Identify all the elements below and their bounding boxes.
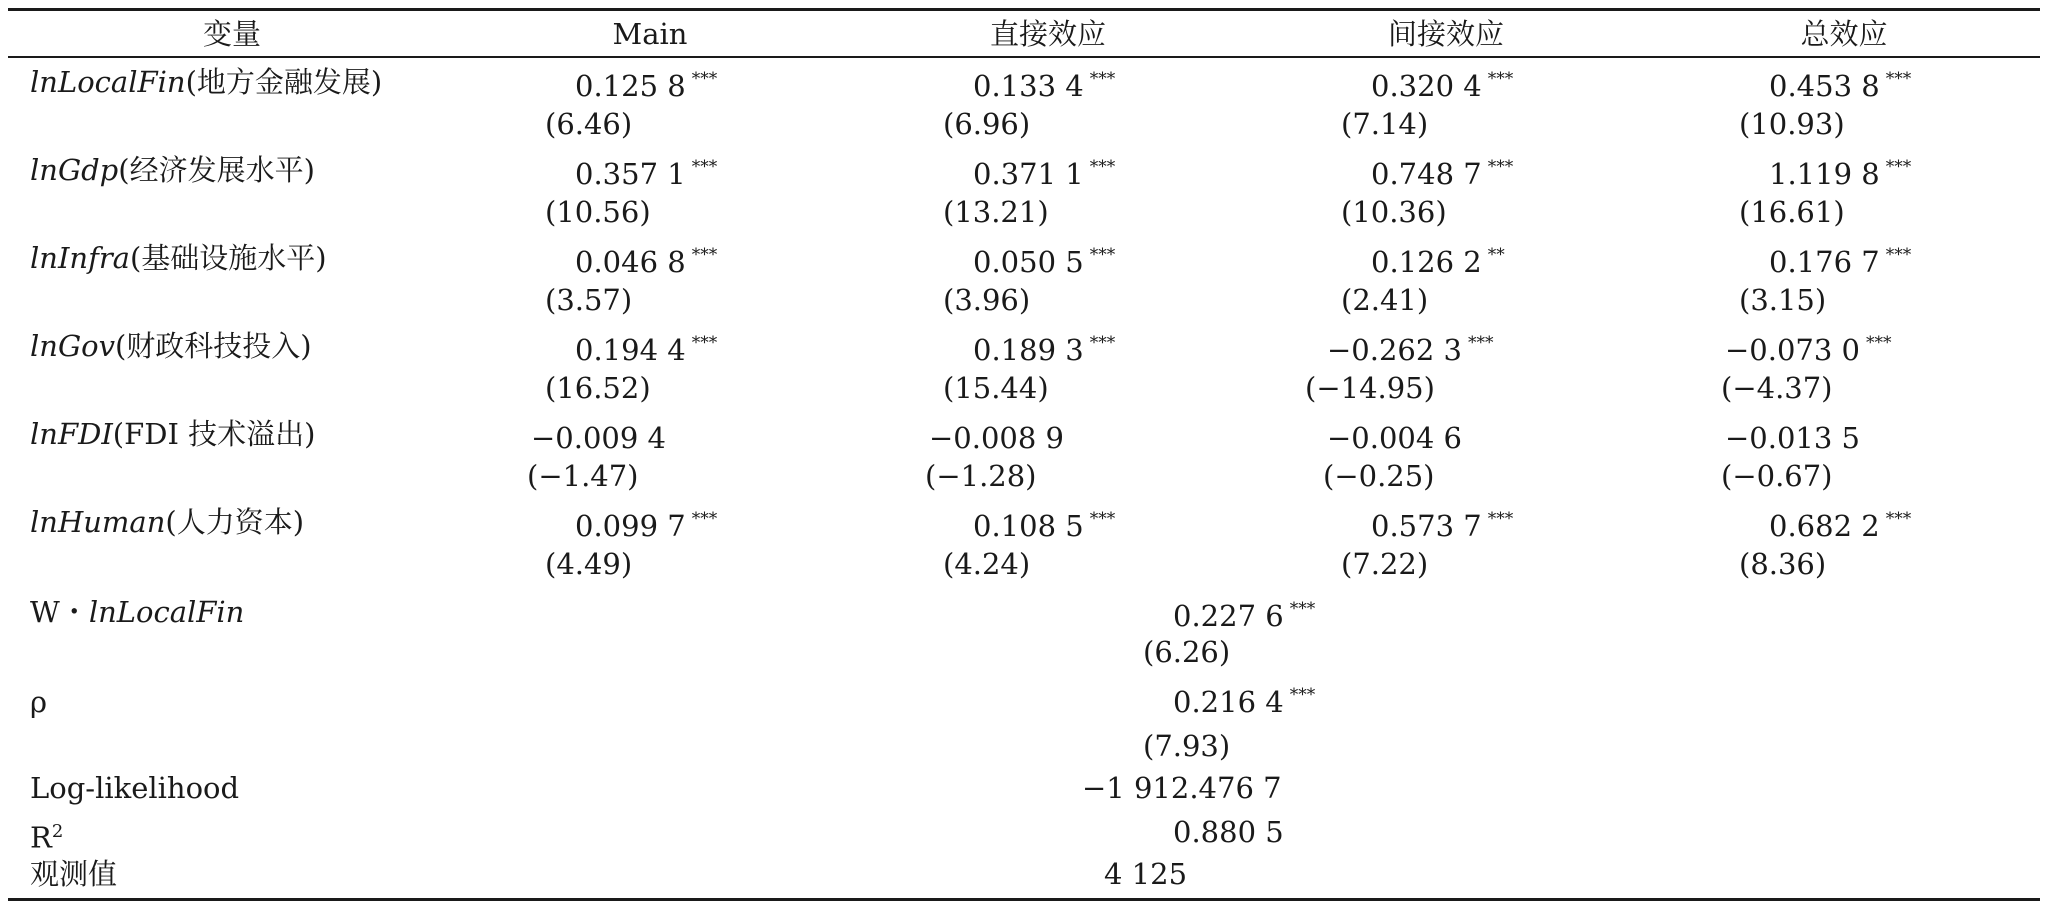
t-stat-cell: (3.96) — [943, 283, 1031, 317]
coef-cell: 0.357 1 *** — [575, 157, 718, 191]
header-main: Main — [612, 17, 688, 51]
header-total-effect: 总效应 — [1800, 17, 1888, 51]
variable-name: lnInfra — [30, 241, 130, 275]
coef-cell-spatial-lag: 0.227 6 *** — [1173, 599, 1316, 633]
t-stat-cell: (7.14) — [1341, 107, 1429, 141]
t-stat-cell: (10.36) — [1341, 195, 1447, 229]
variable-name: lnGdp — [30, 153, 119, 187]
coef-cell: 0.573 7 *** — [1371, 509, 1514, 543]
coef-cell: 0.682 2 *** — [1769, 509, 1912, 543]
coef-cell: −0.004 6 — [1327, 421, 1462, 455]
coef-cell: −0.009 4 — [531, 421, 666, 455]
coef-cell: 1.119 8 *** — [1769, 157, 1912, 191]
value-observations: 4 125 — [1104, 857, 1188, 891]
header-variable: 变量 — [202, 17, 262, 51]
value-log-likelihood: −1 912.476 7 — [1082, 771, 1282, 805]
variable-name: lnGov — [30, 329, 115, 363]
coef-cell: −0.073 0 *** — [1725, 333, 1892, 367]
coef-cell: 0.126 2 ** — [1371, 245, 1505, 279]
coef-cell: 0.371 1 *** — [973, 157, 1116, 191]
coef-cell: −0.013 5 — [1725, 421, 1860, 455]
t-stat-cell-spatial-lag: (6.26) — [1143, 635, 1231, 669]
header-indirect-effect: 间接效应 — [1387, 17, 1505, 51]
row-label — [30, 62, 382, 102]
row-label — [30, 502, 304, 542]
row-label-rho: ρ — [30, 685, 48, 719]
variable-desc: (财政科技投入) — [114, 329, 312, 363]
coef-cell: 0.099 7 *** — [575, 509, 718, 543]
t-stat-cell: (16.61) — [1739, 195, 1845, 229]
coef-cell: 0.046 8 *** — [575, 245, 718, 279]
variable-name: lnHuman — [30, 505, 166, 539]
coef-cell: 0.194 4 *** — [575, 333, 718, 367]
t-stat-cell: (7.22) — [1341, 547, 1429, 581]
variable-name: lnFDI — [30, 417, 113, 451]
variable-desc: (基础设施水平) — [129, 241, 327, 275]
t-stat-cell: (2.41) — [1341, 283, 1429, 317]
coef-cell-rho: 0.216 4 *** — [1173, 685, 1316, 719]
t-stat-cell-rho: (7.93) — [1143, 729, 1231, 763]
t-stat-cell: (16.52) — [545, 371, 651, 405]
coef-cell: 0.453 8 *** — [1769, 69, 1912, 103]
row-label — [30, 326, 312, 366]
row-label — [30, 150, 315, 190]
coef-cell: −0.008 9 — [929, 421, 1064, 455]
t-stat-cell: (10.93) — [1739, 107, 1845, 141]
value-r-squared: 0.880 5 — [1173, 815, 1284, 849]
t-stat-cell: (4.24) — [943, 547, 1031, 581]
coef-cell: 0.176 7 *** — [1769, 245, 1912, 279]
t-stat-cell: (−1.47) — [527, 459, 639, 493]
row-label — [30, 238, 327, 278]
t-stat-cell: (−0.25) — [1323, 459, 1435, 493]
coef-cell: −0.262 3 *** — [1327, 333, 1494, 367]
t-stat-cell: (−14.95) — [1305, 371, 1435, 405]
t-stat-cell: (3.57) — [545, 283, 633, 317]
variable-desc: (经济发展水平) — [118, 153, 315, 187]
row-label-r-squared: $R^2$ — [30, 820, 64, 855]
row-label-observations: 观测值 — [30, 857, 118, 891]
variable-desc: (FDI 技术溢出) — [112, 417, 316, 451]
t-stat-cell: (10.56) — [545, 195, 651, 229]
t-stat-cell: (−4.37) — [1721, 371, 1833, 405]
coef-cell: 0.108 5 *** — [973, 509, 1116, 543]
coef-cell: 0.320 4 *** — [1371, 69, 1514, 103]
variable-name: lnLocalFin — [30, 65, 186, 99]
table-top-rule — [8, 8, 2040, 11]
t-stat-cell: (13.21) — [943, 195, 1049, 229]
table-bottom-rule — [8, 898, 2040, 901]
variable-desc: (人力资本) — [165, 505, 305, 539]
row-label-spatial-lag: W・lnLocalFin — [30, 595, 245, 629]
row-label-log-likelihood: Log-likelihood — [30, 771, 240, 805]
table-header-rule — [8, 56, 2040, 58]
t-stat-cell: (15.44) — [943, 371, 1049, 405]
t-stat-cell: (−1.28) — [925, 459, 1037, 493]
t-stat-cell: (6.96) — [943, 107, 1031, 141]
t-stat-cell: (4.49) — [545, 547, 633, 581]
t-stat-cell: (3.15) — [1739, 283, 1827, 317]
t-stat-cell: (8.36) — [1739, 547, 1827, 581]
coef-cell: 0.189 3 *** — [973, 333, 1116, 367]
coef-cell: 0.050 5 *** — [973, 245, 1116, 279]
row-label — [30, 414, 315, 454]
header-direct-effect: 直接效应 — [989, 17, 1107, 51]
t-stat-cell: (−0.67) — [1721, 459, 1833, 493]
coef-cell: 0.133 4 *** — [973, 69, 1116, 103]
coef-cell: 0.748 7 *** — [1371, 157, 1514, 191]
variable-desc: (地方金融发展) — [185, 65, 383, 99]
t-stat-cell: (6.46) — [545, 107, 633, 141]
coef-cell: 0.125 8 *** — [575, 69, 718, 103]
